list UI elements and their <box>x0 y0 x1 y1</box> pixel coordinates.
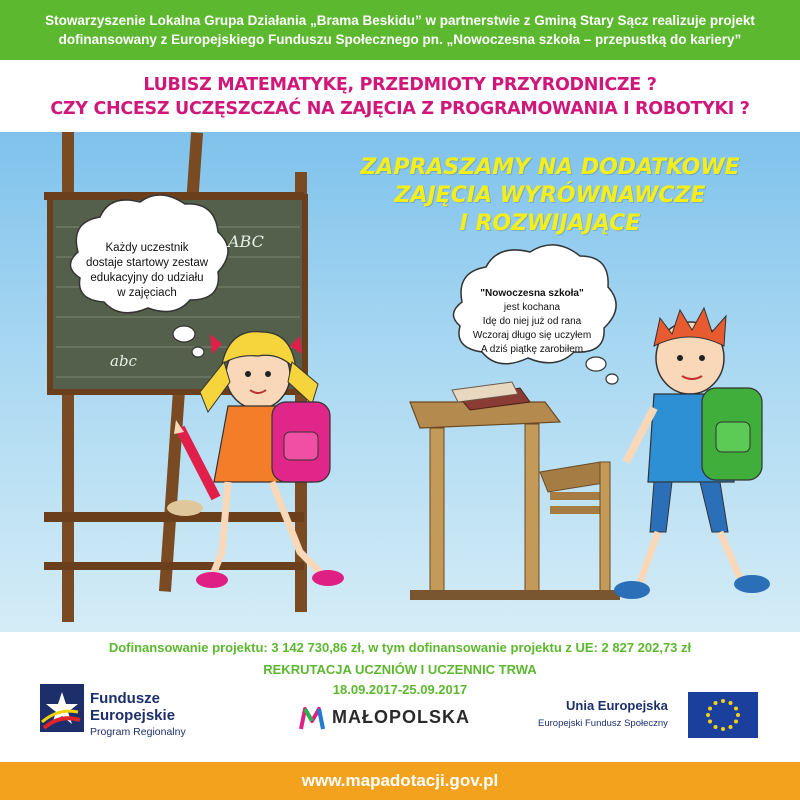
invite-line-2: ZAJĘCIA WYRÓWNAWCZE <box>394 183 706 208</box>
fe-line-2: Europejskie <box>90 707 176 724</box>
question-line-1: LUBISZ MATEMATYKĘ, PRZEDMIOTY PRZYRODNICZE ? <box>143 75 657 95</box>
malopolska-wordmark: MAŁOPOLSKA <box>332 707 470 727</box>
malopolska-m-icon <box>298 705 326 731</box>
eu-stars <box>688 692 758 738</box>
ue-title: Unia Europejska <box>566 698 668 713</box>
bubble-right-line-2: Idę do niej już od rana <box>482 316 582 327</box>
fundusze-europejskie-logo <box>40 682 230 752</box>
funding-amounts: Dofinansowanie projektu: 3 142 730,86 zł, w tym dofinansowanie projektu z UE: 2 827 202,73 zł <box>108 640 692 655</box>
bottom-info <box>0 632 800 762</box>
school-desk <box>410 382 620 600</box>
footer-url-bar <box>0 762 800 800</box>
board-text-lower: abc <box>110 352 137 370</box>
bubble-left-line-2: dostaje startowy zestaw <box>85 257 209 269</box>
fe-line-1: Fundusze <box>90 690 160 707</box>
banner-line-1: Stowarzyszenie Lokalna Grupa Działania „Brama Beskidu” w partnerstwie z Gminą Stary Sącz realizuje projekt <box>45 13 755 28</box>
invite-line-3: I ROZWIJAJĄCE <box>459 211 641 236</box>
footer-url[interactable]: www.mapadotacji.gov.pl <box>301 771 499 790</box>
malopolska-logo <box>298 704 488 732</box>
board-text-upper: ABC <box>228 232 264 251</box>
bubble-right-title: "Nowoczesna szkoła" <box>480 288 584 299</box>
unia-europejska-logo <box>530 690 770 740</box>
bubble-left-line-3: edukacyjny do udziału <box>90 272 204 284</box>
eu-flag-icon <box>688 692 758 738</box>
bubble-right-text <box>462 287 602 357</box>
fe-title <box>90 690 175 724</box>
bubble-right-line-1: jest kochana <box>503 302 561 313</box>
bubble-left-line-1: Każdy uczestnik <box>105 242 189 254</box>
banner-line-2: dofinansowany z Europejskiego Funduszu Społecznego pn. „Nowoczesna szkoła – przepustką do kariery” <box>58 32 742 47</box>
bubble-left-text <box>82 241 212 301</box>
boy-character <box>614 308 770 599</box>
ue-subtitle: Europejski Fundusz Społeczny <box>538 718 668 729</box>
top-banner <box>0 0 800 60</box>
bubble-right-line-4: A dziś piątkę zarobiłem <box>480 344 584 355</box>
fe-star-icon <box>40 684 84 732</box>
question-headline <box>0 60 800 132</box>
bubble-left-line-4: w zajęciach <box>117 287 177 299</box>
bubble-right-line-3: Wczoraj długo się uczyłem <box>472 330 592 341</box>
invite-line-1: ZAPRASZAMY NA DODATKOWE <box>360 155 740 180</box>
invitation-headline <box>330 154 770 238</box>
question-line-2: CZY CHCESZ UCZĘSZCZAĆ NA ZAJĘCIA Z PROGRAMOWANIA I ROBOTYKI ? <box>50 99 750 119</box>
illustration-scene <box>0 132 800 632</box>
recruitment-status: REKRUTACJA UCZNIÓW I UCZENNIC TRWA <box>263 662 537 677</box>
recruitment-dates: 18.09.2017-25.09.2017 <box>332 682 468 697</box>
fe-subtitle: Program Regionalny <box>90 726 186 738</box>
